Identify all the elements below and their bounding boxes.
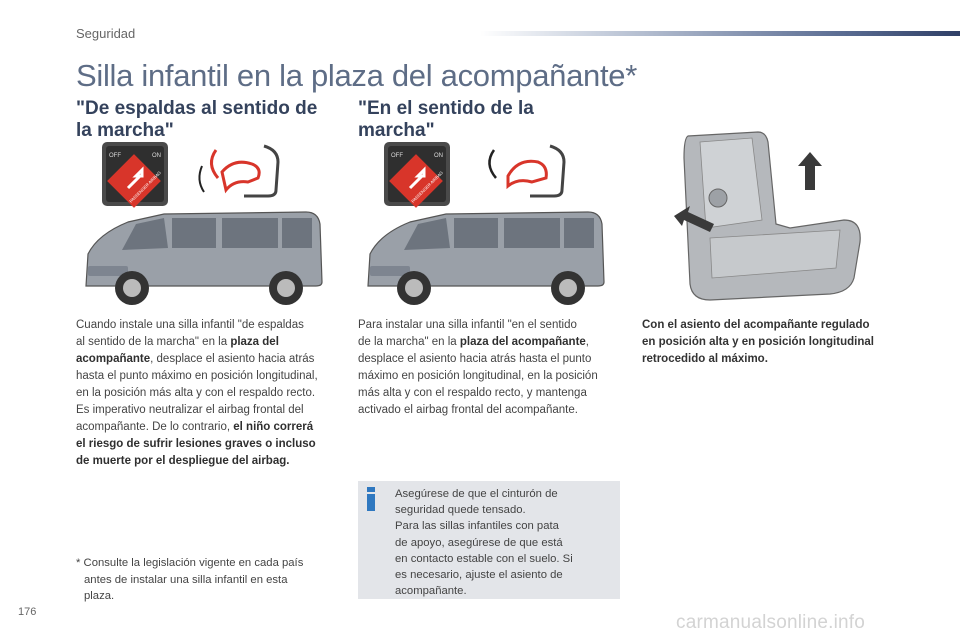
page-number: 176: [18, 606, 37, 618]
child-seat-forward-icon: [489, 146, 564, 196]
info-icon: [366, 487, 376, 511]
forward-facing-paragraph: Para instalar una silla infantil "en el sentido de la marcha" en la plaza del acompañante, desplace el asiento hacia atrás hasta el punto máximo en posición longitudinal, en la posición más alta y con el respaldo recto, y mantenga activado el airbag frontal del acompañante.: [358, 319, 598, 416]
airbag-on-panel: [384, 142, 450, 208]
heading-forward-facing: "En el sentido de la marcha": [358, 98, 534, 141]
rear-facing-paragraph: Cuando instale una silla infantil "de espaldas al sentido de la marcha" en la plaza del acompañante, desplace el asiento hacia atrás hasta el punto máximo en posición longitudinal, en la posición más alta y con el respaldo recto. Es imperativo neutralizar el airbag frontal del acompañante. De lo contrario, el niño correrá el riesgo de sufrir lesiones graves o incluso de muerte por el despliegue del airbag.: [76, 319, 318, 467]
van-illustration: [86, 212, 322, 305]
seat-caption: Con el asiento del acompañante regulado en posición alta y en posición longitudinal retrocedido al máximo.: [642, 319, 874, 365]
svg-text:ON: ON: [434, 153, 443, 159]
section-label: Seguridad: [76, 26, 136, 41]
child-seat-rear-icon: [199, 146, 278, 196]
illustration-forward-facing: [358, 136, 620, 316]
van-illustration: [368, 212, 604, 305]
svg-text:ON: ON: [152, 153, 161, 159]
svg-text:OFF: OFF: [109, 153, 121, 159]
svg-text:OFF: OFF: [391, 153, 403, 159]
header-bar: [480, 31, 960, 36]
watermark: carmanualsonline.info: [676, 612, 866, 633]
arrow-up-icon: [798, 152, 822, 190]
page-title: Silla infantil en la plaza del acompañante*: [76, 58, 637, 93]
svg-text:PASSENGER AIRBAG: PASSENGER AIRBAG: [410, 170, 444, 204]
heading-rear-facing: "De espaldas al sentido de la marcha": [76, 98, 318, 141]
footnote: * Consulte la legislación vigente en cada país antes de instalar una silla infantil en esta plaza.: [76, 557, 304, 602]
illustration-rear-facing: [76, 136, 338, 316]
illustration-passenger-seat: [640, 128, 875, 308]
info-note-text: Asegúrese de que el cinturón de seguridad quede tensado. Para las sillas infantiles con pata de apoyo, asegúrese de que está en contacto estable con el suelo. Si es necesario, ajuste el asiento de acompañante.: [395, 488, 573, 598]
svg-text:PASSENGER AIRBAG: PASSENGER AIRBAG: [128, 170, 162, 204]
airbag-off-panel: [102, 142, 168, 208]
